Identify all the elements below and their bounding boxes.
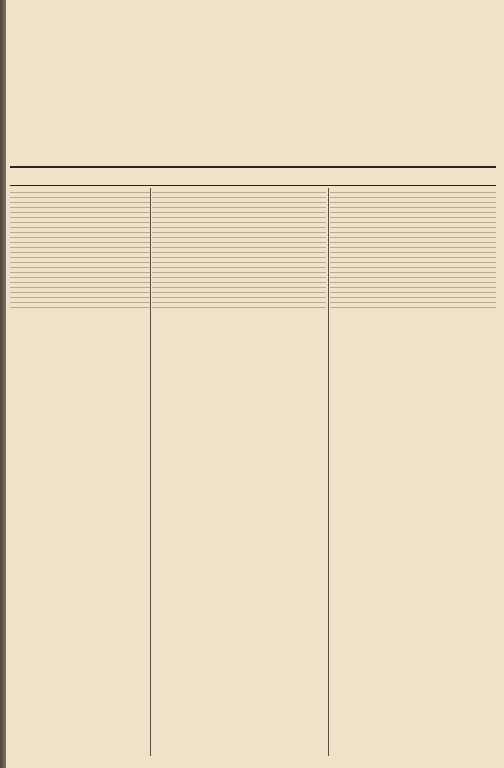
column-divider <box>150 188 151 756</box>
article <box>330 188 496 308</box>
illegible-text-lines <box>10 188 150 308</box>
illegible-text-lines <box>330 188 496 308</box>
header-rule <box>10 166 496 168</box>
issue-bar <box>10 170 496 184</box>
illegible-text-lines <box>152 188 326 308</box>
column-3 <box>330 188 496 756</box>
column-2 <box>152 188 326 756</box>
article <box>10 188 150 308</box>
column-1 <box>10 188 150 756</box>
publication-info <box>10 104 496 164</box>
article <box>152 188 326 308</box>
column-divider <box>328 188 329 756</box>
issue-rule <box>10 185 496 186</box>
masthead-subtitle <box>10 76 496 98</box>
masthead <box>10 14 496 74</box>
